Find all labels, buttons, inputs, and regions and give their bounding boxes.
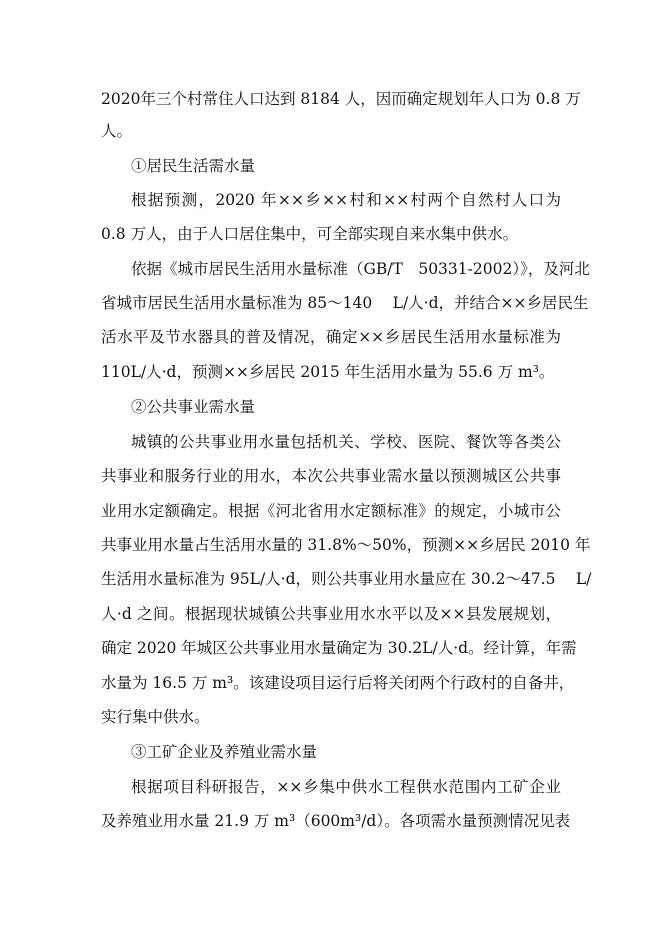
text-line: 及养殖业用水量 21.9 万 m³（600m³/d）。各项需水量预测情况见表: [101, 812, 571, 830]
text-line: 共事业和服务行业的用水，本次公共事业需水量以预测城区公共事: [101, 467, 561, 485]
text-line: 人·d 之间。根据现状城镇公共事业用水水平以及××县发展规划，: [101, 605, 561, 623]
text-line: 2020年三个村常住人口达到 8184 人，因而确定规划年人口为 0.8 万: [101, 90, 581, 108]
text-line: 0.8 万人，由于人口居住集中，可全部实现自来水集中供水。: [101, 225, 519, 243]
text-line: 确定 2020 年城区公共事业用水量确定为 30.2L/人·d。经计算，年需: [101, 639, 577, 657]
text-line: 根据项目科研报告，××乡集中供水工程供水范围内工矿企业: [131, 778, 561, 796]
text-line: 生活用水量标准为 95L/人·d，则公共事业用水量应在 30.2～47.5 L/: [101, 570, 592, 588]
text-line: 共事业用水量占生活用水量的 31.8%～50%，预测××乡居民 2010 年: [101, 536, 591, 554]
text-line: 省城市居民生活用水量标准为 85～140 L/人·d，并结合××乡居民生: [101, 294, 589, 312]
section-heading: ②公共事业需水量: [131, 398, 256, 416]
text-line: 业用水定额确定。根据《河北省用水定额标准》的规定，小城市公: [101, 502, 561, 520]
text-line: 人。: [101, 122, 133, 140]
text-line: 实行集中供水。: [101, 708, 210, 726]
text-line: 活水平及节水器具的普及情况，确定××乡居民生活用水量标准为: [101, 328, 561, 346]
section-heading: ①居民生活需水量: [131, 157, 256, 175]
text-line: 水量为 16.5 万 m³。该建设项目运行后将关闭两个行政村的自备井，: [101, 674, 575, 692]
text-line: 依据《城市居民生活用水量标准（GB/T 50331-2002）》，及河北: [131, 260, 590, 278]
text-line: 110L/人·d，预测××乡居民 2015 年生活用水量为 55.6 万 m³。: [101, 363, 555, 381]
text-line: 城镇的公共事业用水量包括机关、学校、医院、餐饮等各类公: [131, 433, 561, 451]
text-line: 根据预测，2020 年××乡××村和××村两个自然村人口为: [131, 191, 561, 209]
section-heading: ③工矿企业及养殖业需水量: [131, 743, 318, 761]
